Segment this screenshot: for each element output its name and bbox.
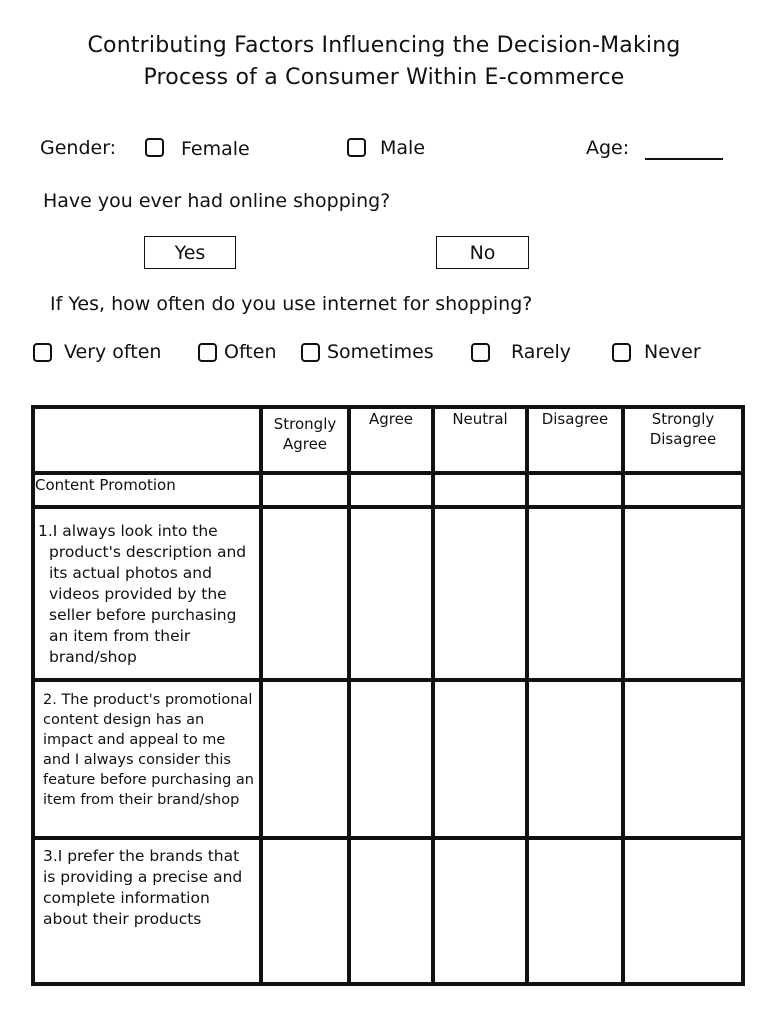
header-neutral	[433, 407, 527, 473]
online-shopping-question: Have you ever had online shopping?	[43, 190, 391, 212]
header-agree	[349, 407, 433, 473]
statement-row	[33, 838, 743, 984]
header-text: Disagree	[541, 410, 609, 428]
response-cell[interactable]	[527, 680, 623, 838]
response-cell[interactable]	[527, 838, 623, 984]
very-often-checkbox[interactable]	[33, 343, 52, 362]
header-text: Agree	[282, 435, 328, 453]
response-cell[interactable]	[349, 507, 433, 680]
header-blank-cell	[33, 407, 261, 473]
survey-title	[0, 30, 768, 94]
statement-3-text: 3.I prefer the brands that is providing a precise and complete information about their products	[33, 838, 261, 984]
response-cell[interactable]	[433, 473, 527, 507]
response-cell[interactable]	[349, 838, 433, 984]
response-cell[interactable]	[623, 507, 743, 680]
female-label: Female	[181, 138, 250, 160]
yes-label: Yes	[174, 241, 206, 264]
response-cell[interactable]	[433, 680, 527, 838]
response-cell[interactable]	[261, 838, 349, 984]
gender-label: Gender:	[40, 137, 117, 159]
female-checkbox[interactable]	[145, 138, 164, 157]
response-cell[interactable]	[261, 507, 349, 680]
likert-table	[31, 405, 745, 986]
rarely-label: Rarely	[511, 341, 572, 363]
sometimes-checkbox[interactable]	[301, 343, 320, 362]
statement-row	[33, 507, 743, 680]
header-strongly-agree	[261, 407, 349, 473]
sometimes-label: Sometimes	[327, 341, 434, 363]
response-cell[interactable]	[433, 507, 527, 680]
male-label: Male	[380, 137, 426, 159]
table-header-row	[33, 407, 743, 473]
header-text: Agree	[368, 410, 414, 428]
header-text: Strongly	[273, 415, 337, 433]
response-cell[interactable]	[349, 473, 433, 507]
response-cell[interactable]	[261, 680, 349, 838]
age-input-line[interactable]	[645, 158, 723, 160]
header-strongly-disagree	[623, 407, 743, 473]
frequency-question: If Yes, how often do you use internet for shopping?	[50, 293, 533, 315]
very-often-label: Very often	[64, 341, 162, 363]
response-cell[interactable]	[527, 473, 623, 507]
response-cell[interactable]	[623, 680, 743, 838]
header-text: Disagree	[649, 430, 717, 448]
yes-option[interactable]	[144, 236, 236, 269]
statement-row	[33, 680, 743, 838]
response-cell[interactable]	[433, 838, 527, 984]
rarely-checkbox[interactable]	[471, 343, 490, 362]
no-option[interactable]	[436, 236, 529, 269]
never-checkbox[interactable]	[612, 343, 631, 362]
header-disagree	[527, 407, 623, 473]
category-label: Content Promotion	[33, 473, 261, 507]
header-text: Neutral	[452, 410, 508, 428]
category-row	[33, 473, 743, 507]
never-label: Never	[644, 341, 701, 363]
age-label: Age:	[586, 137, 630, 159]
response-cell[interactable]	[623, 473, 743, 507]
statement-1-cell	[33, 507, 261, 680]
often-checkbox[interactable]	[198, 343, 217, 362]
title-line-2: Process of a Consumer Within E-commerce	[143, 65, 625, 90]
response-cell[interactable]	[261, 473, 349, 507]
response-cell[interactable]	[527, 507, 623, 680]
no-label: No	[469, 241, 496, 264]
often-label: Often	[224, 341, 277, 363]
header-text: Strongly	[651, 410, 715, 428]
statement-1-text: 1.I always look into the product's description and its actual photos and videos provided by the seller before purchasing an item from their brand/shop	[38, 522, 247, 666]
male-checkbox[interactable]	[347, 138, 366, 157]
response-cell[interactable]	[349, 680, 433, 838]
response-cell[interactable]	[623, 838, 743, 984]
title-line-1: Contributing Factors Influencing the Decision-Making	[87, 33, 681, 58]
statement-2-text: 2. The product's promotional content design has an impact and appeal to me and I always consider this feature before purchasing an item from their brand/shop	[33, 680, 261, 838]
